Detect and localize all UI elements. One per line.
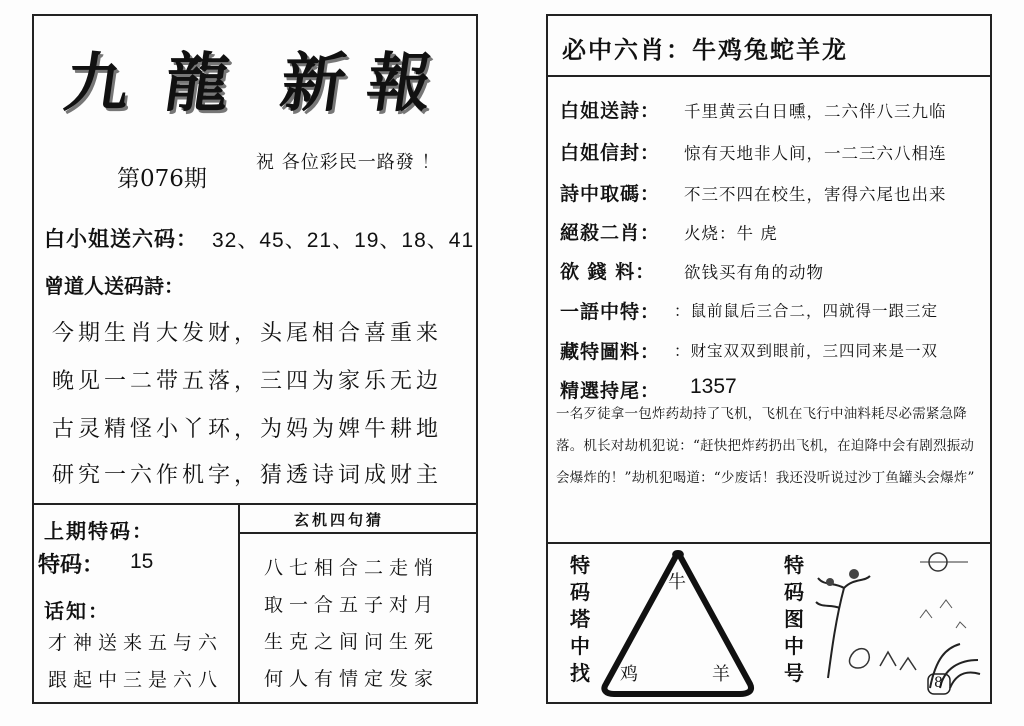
tower-left-char: 鸡 — [620, 664, 638, 685]
fruit-1 — [849, 569, 859, 579]
row-label-5: 欲 錢 料： — [560, 261, 656, 283]
six-codes-label: 白小姐送六码： — [44, 227, 198, 251]
poem-title: 曾道人送码詩： — [44, 274, 184, 298]
row-text-7: ：财宝双双到眼前，三四同来是一双 — [674, 342, 939, 360]
tower-label — [568, 552, 592, 687]
six-zodiac-header: 必中六肖：牛鸡兔蛇羊龙 — [562, 36, 848, 64]
row-label-8: 精選持尾： — [560, 380, 661, 402]
masthead-char-3: 新 — [275, 46, 353, 121]
riddle-label: 话知： — [44, 599, 110, 623]
row-text-6: ：鼠前鼠后三合二，四就得一跟三定 — [674, 302, 939, 320]
poem-line-2: 晚见一二带五落，三四为家乐无边 — [52, 369, 443, 394]
row-text-2: 惊有天地非人间，一二三六八相连 — [684, 144, 947, 163]
row-text-5: 欲钱买有角的动物 — [684, 263, 824, 282]
row-label-1: 白姐送詩： — [560, 100, 661, 122]
picture-label-char-5: 号 — [784, 661, 804, 685]
picture-label-char-2: 码 — [784, 580, 804, 604]
bird-marks — [920, 600, 966, 628]
story-text: 一名歹徒拿一包炸药劫持了飞机，飞机在飞行中油料耗尽必需紧急降落。机长对劫机犯说：“赶快把炸药扔出飞机，在迫降中会有剧烈振动会爆炸的！”劫机犯喝道：“少废话！我还没听说过沙丁鱼罐头会爆炸” — [556, 406, 975, 486]
row-label-6: 一語中特： — [560, 301, 661, 323]
poem-line-4: 研究一六作机字，猜透诗词成财主 — [52, 463, 443, 488]
poem-line-3: 古灵精怪小丫环，为妈为婢牛耕地 — [52, 417, 443, 442]
row-label-2: 白姐信封： — [560, 142, 661, 164]
greeting-text: 祝 各位彩民一路發 ！ — [256, 152, 441, 173]
riddle-line-1: 才神送来五与六 — [48, 632, 224, 654]
picture-label — [782, 552, 806, 687]
tower-label-char-1: 特 — [570, 553, 590, 577]
tree-drawing — [816, 576, 870, 678]
row-text-4: 火烧：牛 虎 — [684, 224, 778, 243]
row-label-7: 藏特圖料： — [560, 341, 661, 363]
last-issue-title: 上期特码： — [44, 519, 154, 543]
picture-label-char-3: 图 — [784, 607, 804, 631]
fruit-2 — [826, 578, 834, 586]
masthead-char-4: 報 — [361, 46, 439, 121]
tower-label-char-3: 塔 — [570, 607, 590, 631]
special-code-label: 特码： — [38, 553, 105, 578]
row-text-8: 1357 — [690, 375, 737, 398]
riddle-line-2: 跟起中三是六八 — [48, 669, 224, 691]
tower-top-char: 牛 — [668, 572, 686, 593]
landscape-illustration — [810, 548, 986, 698]
issue-number: 第076期 — [117, 166, 207, 192]
header-divider — [546, 75, 992, 77]
tower-label-char-5: 找 — [570, 661, 590, 685]
figure-sketch — [849, 649, 869, 668]
bottom-divider — [546, 542, 992, 544]
picture-label-char-1: 特 — [784, 553, 804, 577]
row-text-3: 不三不四在校生，害得六尾也出来 — [684, 185, 947, 204]
row-label-4: 絕殺二肖： — [560, 222, 661, 244]
mystery-line-3: 生克之间问生死 — [264, 631, 440, 653]
tower-label-char-4: 中 — [570, 634, 590, 658]
masthead-char-1: 九 — [59, 46, 137, 121]
mystery-title-divider — [238, 532, 478, 534]
picture-number: 8 — [934, 675, 943, 691]
row-label-3: 詩中取碼： — [560, 183, 661, 205]
tower-label-char-2: 码 — [570, 580, 590, 604]
six-codes-numbers: 32、45、21、19、18、41 — [212, 229, 475, 252]
mystery-title: 玄机四句猜 — [294, 511, 385, 529]
grass-sketch — [880, 652, 916, 670]
mystery-line-1: 八七相合二走悄 — [264, 557, 440, 579]
special-code-value: 15 — [130, 550, 154, 573]
poem-line-1: 今期生肖大发财，头尾相合喜重来 — [52, 321, 443, 346]
masthead-char-2: 龍 — [159, 46, 237, 121]
tower-right-char: 羊 — [712, 664, 730, 685]
mystery-line-4: 何人有情定发家 — [264, 668, 440, 690]
row-text-1: 千里黄云白日曛，二六伴八三九临 — [684, 102, 947, 121]
mystery-line-2: 取一合五子对月 — [264, 594, 440, 616]
picture-label-char-4: 中 — [784, 634, 804, 658]
